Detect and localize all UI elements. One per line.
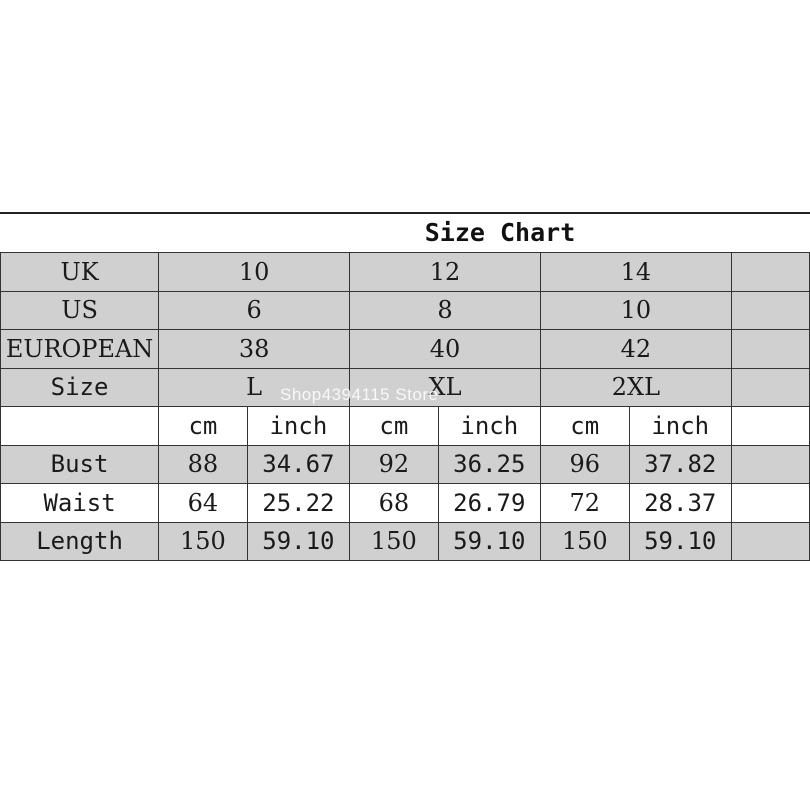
row-length	[1, 522, 810, 561]
row-european	[1, 330, 810, 369]
row-label: Length	[1, 522, 159, 561]
size-cell: 10	[159, 253, 350, 292]
unit-cell: cm	[350, 407, 439, 446]
value-cell: 72	[540, 484, 629, 523]
row-uk	[1, 253, 810, 292]
clipped-cell	[731, 368, 809, 407]
clipped-cell	[731, 407, 809, 446]
value-cell: 37.82	[629, 445, 731, 484]
row-label: Waist	[1, 484, 159, 523]
empty-corner-cell	[1, 407, 159, 446]
clipped-cell	[731, 484, 809, 523]
clipped-cell	[731, 522, 809, 561]
unit-cell: inch	[438, 407, 540, 446]
value-cell: 36.25	[438, 445, 540, 484]
value-cell: 88	[159, 445, 248, 484]
value-cell: 150	[540, 522, 629, 561]
unit-cell: cm	[159, 407, 248, 446]
value-cell: 96	[540, 445, 629, 484]
row-bust	[1, 445, 810, 484]
unit-cell: inch	[247, 407, 349, 446]
size-cell: 8	[350, 291, 541, 330]
size-table	[0, 252, 810, 561]
value-cell: 26.79	[438, 484, 540, 523]
value-cell: 59.10	[629, 522, 731, 561]
unit-cell: inch	[629, 407, 731, 446]
row-label: Size	[1, 368, 159, 407]
clipped-cell	[731, 445, 809, 484]
row-waist	[1, 484, 810, 523]
size-cell: 12	[350, 253, 541, 292]
clipped-cell	[731, 253, 809, 292]
size-cell: XL	[350, 368, 541, 407]
size-cell: 42	[540, 330, 731, 369]
value-cell: 28.37	[629, 484, 731, 523]
size-cell: 10	[540, 291, 731, 330]
unit-cell: cm	[540, 407, 629, 446]
value-cell: 34.67	[247, 445, 349, 484]
size-cell: L	[159, 368, 350, 407]
row-label: UK	[1, 253, 159, 292]
row-label: EUROPEAN	[1, 330, 159, 369]
value-cell: 92	[350, 445, 439, 484]
row-label: Bust	[1, 445, 159, 484]
store-watermark: Shop4394115 Store	[280, 385, 439, 404]
value-cell: 64	[159, 484, 248, 523]
row-us	[1, 291, 810, 330]
clipped-cell	[731, 291, 809, 330]
value-cell: 25.22	[247, 484, 349, 523]
chart-title: Size Chart	[424, 218, 576, 247]
size-cell: 14	[540, 253, 731, 292]
size-cell: 2XL	[540, 368, 731, 407]
value-cell: 59.10	[438, 522, 540, 561]
value-cell: 150	[159, 522, 248, 561]
row-label: US	[1, 291, 159, 330]
size-cell: 38	[159, 330, 350, 369]
size-cell: 40	[350, 330, 541, 369]
clipped-cell	[731, 330, 809, 369]
row-units	[1, 407, 810, 446]
row-size	[1, 368, 810, 407]
value-cell: 59.10	[247, 522, 349, 561]
size-cell: 6	[159, 291, 350, 330]
value-cell: 68	[350, 484, 439, 523]
value-cell: 150	[350, 522, 439, 561]
